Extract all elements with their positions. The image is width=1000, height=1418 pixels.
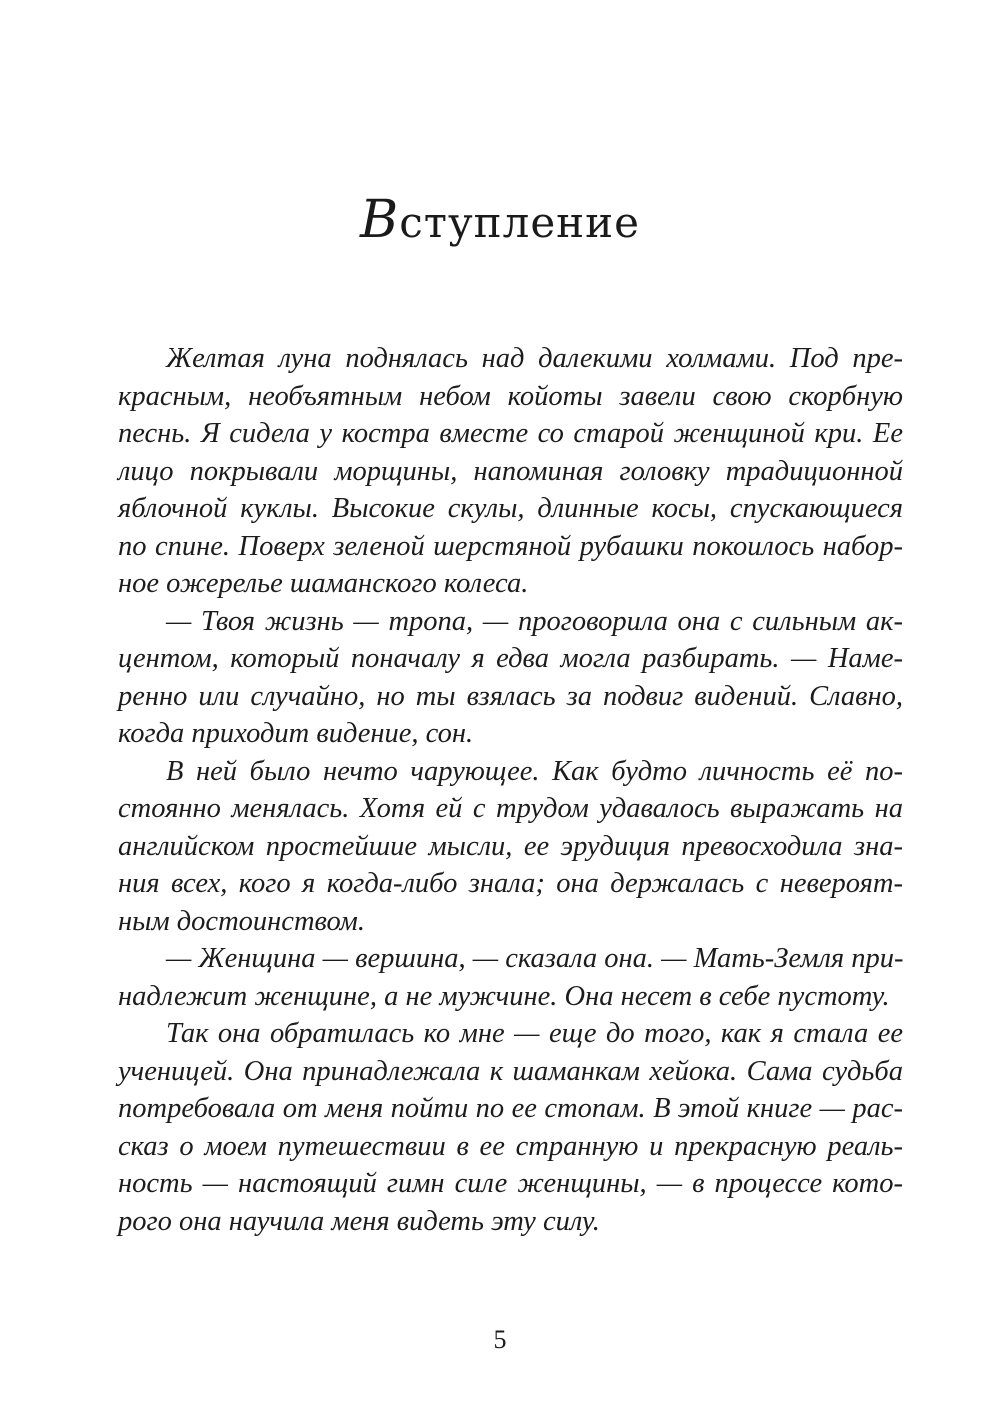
- text-line: В ней было нечто чарующее. Как будто личность её по-: [166, 755, 903, 787]
- text-line: по спине. Поверх зеленой шерстяной рубашки покоилось набор-: [118, 530, 903, 562]
- chapter-body: [118, 340, 903, 1240]
- text-line: яблочной куклы. Высокие скулы, длинные косы, спускающиеся: [118, 493, 903, 524]
- text-line: сказ о моем путешествии в ее странную и прекрасную реаль-: [118, 1130, 903, 1162]
- text-line: Желтая луна поднялась над далекими холмами. Под пре-: [166, 343, 903, 374]
- chapter-title-initial: В: [359, 190, 400, 250]
- text-line: песнь. Я сидела у костра вместе со старой женщиной кри. Ее: [118, 418, 903, 449]
- text-line: ность — настоящий гимн силе женщины, — в процессе кото-: [118, 1168, 903, 1199]
- text-line: когда приходит видение, сон.: [118, 718, 474, 749]
- text-line: ным достоинством.: [118, 905, 365, 937]
- text-line: Так она обратилась ко мне — еще до того, как я стала ее: [166, 1018, 903, 1049]
- text-line: рого она научила меня видеть эту силу.: [118, 1205, 600, 1237]
- text-line: — Женщина — вершина, — сказала она. — Мать-Земля при-: [166, 943, 904, 974]
- text-line: ученицей. Она принадлежала к шаманкам хейока. Сама судьба: [118, 1055, 903, 1087]
- text-line: ное ожерелье шаманского колеса.: [118, 568, 529, 599]
- text-line: лицо покрывали морщины, напоминая головку традиционной: [118, 455, 903, 487]
- text-line: надлежит женщине, а не мужчине. Она несет в себе пустоту.: [118, 980, 890, 1012]
- text-line: — Твоя жизнь — тропа, — проговорила она с сильным ак-: [166, 605, 903, 637]
- text-line: английском простейшие мысли, ее эрудиция превосходила зна-: [118, 830, 903, 862]
- chapter-title: [0, 190, 1000, 250]
- text-line: потребовала от меня пойти по ее стопам. В этой книге — рас-: [118, 1093, 903, 1124]
- text-line: ния всех, кого я когда-либо знала; она держалась с невероят-: [118, 868, 903, 899]
- text-line: красным, необъятным небом койоты завели свою скорбную: [118, 380, 903, 412]
- chapter-title-rest: ступление: [399, 198, 641, 247]
- page-number: 5: [493, 1325, 507, 1354]
- text-line: стоянно менялась. Хотя ей с трудом удавалось выражать на: [118, 793, 903, 824]
- text-line: центом, который поначалу я едва могла разбирать. — Наме-: [118, 643, 903, 674]
- text-line: ренно или случайно, но ты взялась за подвиг видений. Славно,: [118, 680, 903, 712]
